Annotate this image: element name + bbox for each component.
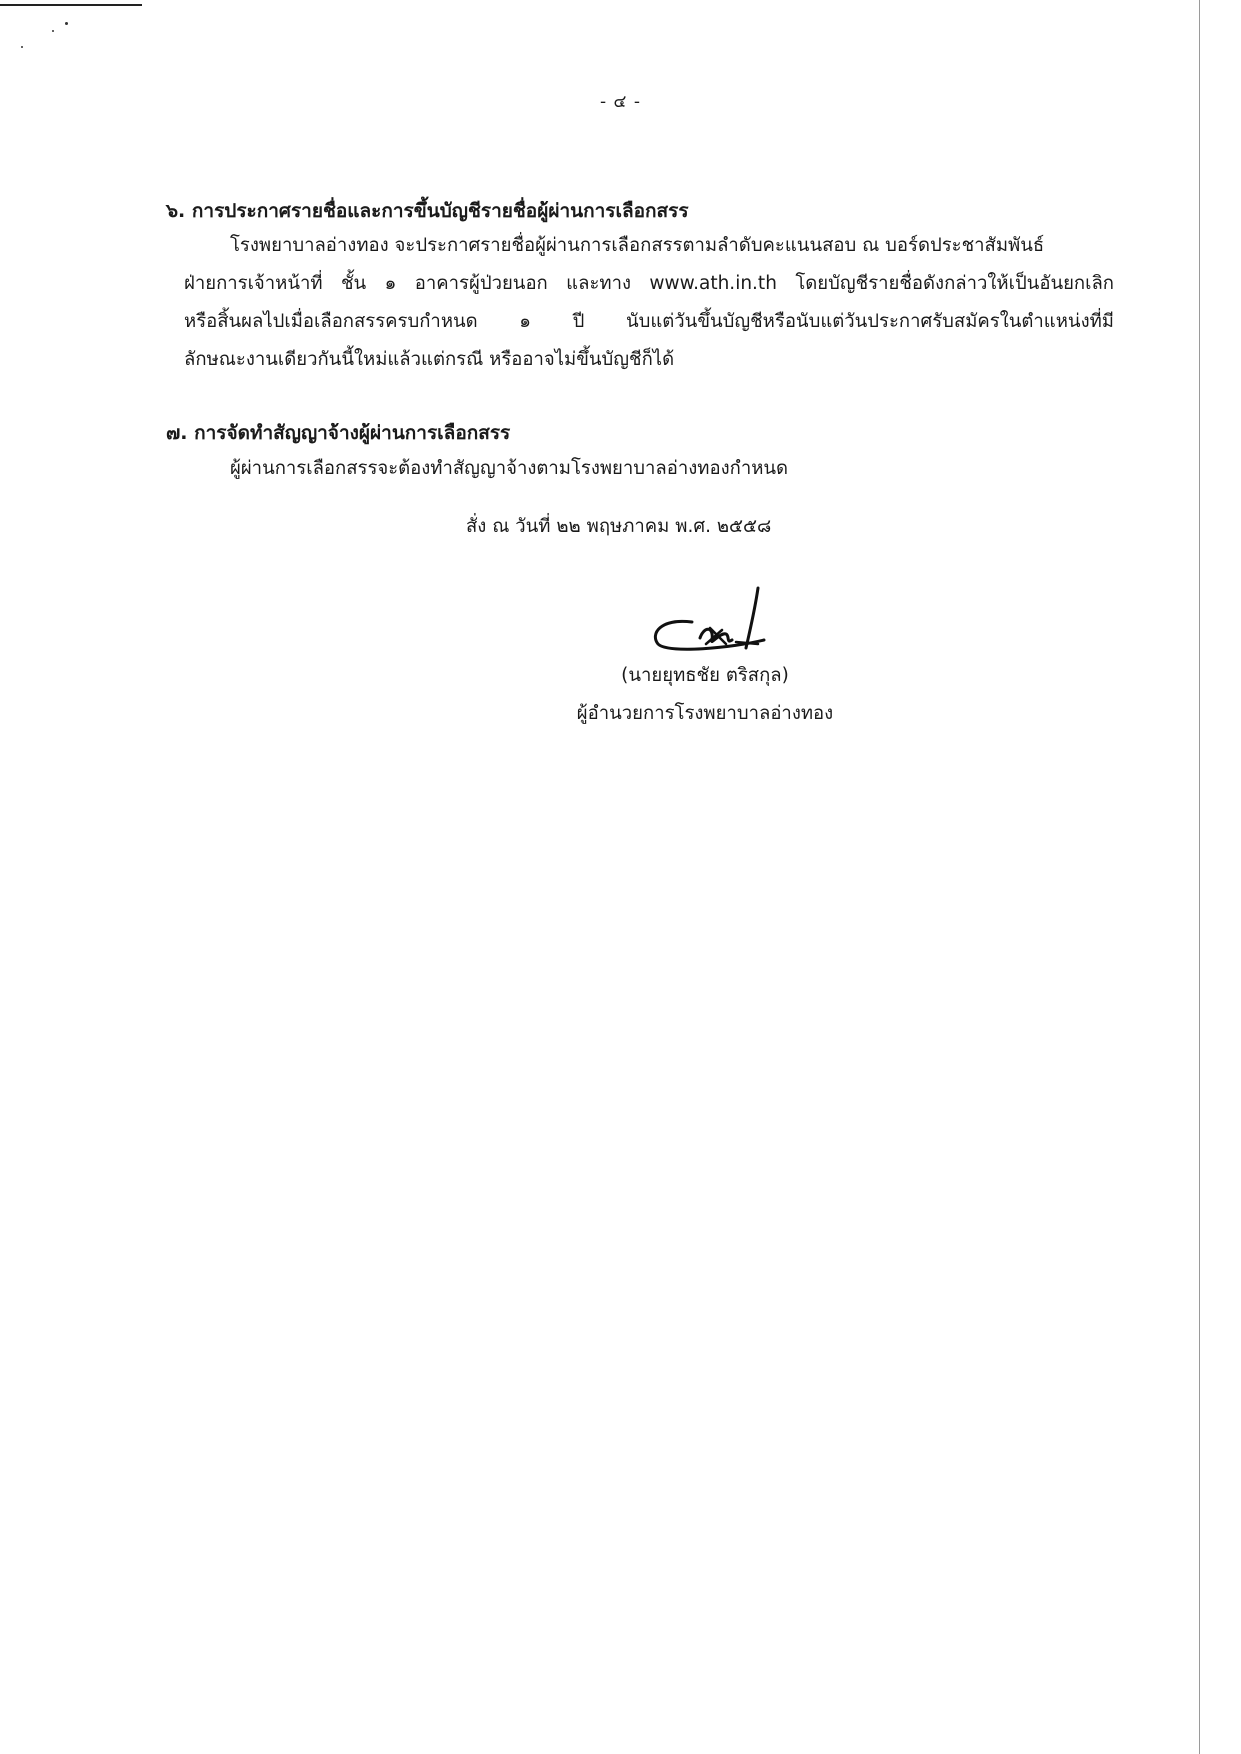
signature-icon — [640, 582, 790, 662]
scan-artifact-dot — [65, 22, 68, 25]
section-heading-6: ๖. การประกาศรายชื่อและการขึ้นบัญชีรายชื่อผู้ผ่านการเลือกสรร — [166, 200, 689, 222]
signer-name: (นายยุทธชัย ตริสกุล) — [621, 665, 789, 686]
signer-title: ผู้อำนวยการโรงพยาบาลอ่างทอง — [576, 703, 834, 724]
scan-artifact-line — [0, 4, 142, 6]
order-date: สั่ง ณ วันที่ ๒๒ พฤษภาคม พ.ศ. ๒๕๕๘ — [466, 516, 772, 537]
scan-page-edge — [1199, 0, 1200, 1754]
section-heading-7: ๗. การจัดทำสัญญาจ้างผู้ผ่านการเลือกสรร — [166, 422, 511, 444]
scan-artifact-dot — [21, 46, 23, 48]
section-6-line-1: โรงพยาบาลอ่างทอง จะประกาศรายชื่อผู้ผ่านการเลือกสรรตามลำดับคะแนนสอบ ณ บอร์ดประชาสัมพันธ์ — [230, 235, 1045, 256]
scan-artifact-dot — [52, 30, 54, 32]
section-7-line-1: ผู้ผ่านการเลือกสรรจะต้องทำสัญญาจ้างตามโรงพยาบาลอ่างทองกำหนด — [230, 458, 789, 479]
section-6-line-4: ลักษณะงานเดียวกันนี้ใหม่แล้วแต่กรณี หรืออาจไม่ขึ้นบัญชีก็ได้ — [184, 349, 675, 370]
section-6-line-2: ฝ่ายการเจ้าหน้าที่ ชั้น ๑ อาคารผู้ป่วยนอก และทาง www.ath.in.th โดยบัญชีรายชื่อดังกล่าวให้เป็นอันยกเลิก — [184, 273, 1114, 294]
section-6-line-3: หรือสิ้นผลไปเมื่อเลือกสรรครบกำหนด ๑ ปี นับแต่วันขึ้นบัญชีหรือนับแต่วันประกาศรับสมัครในตำแหน่งที่มี — [184, 311, 1114, 332]
page-number: - ๔ - — [600, 92, 641, 112]
